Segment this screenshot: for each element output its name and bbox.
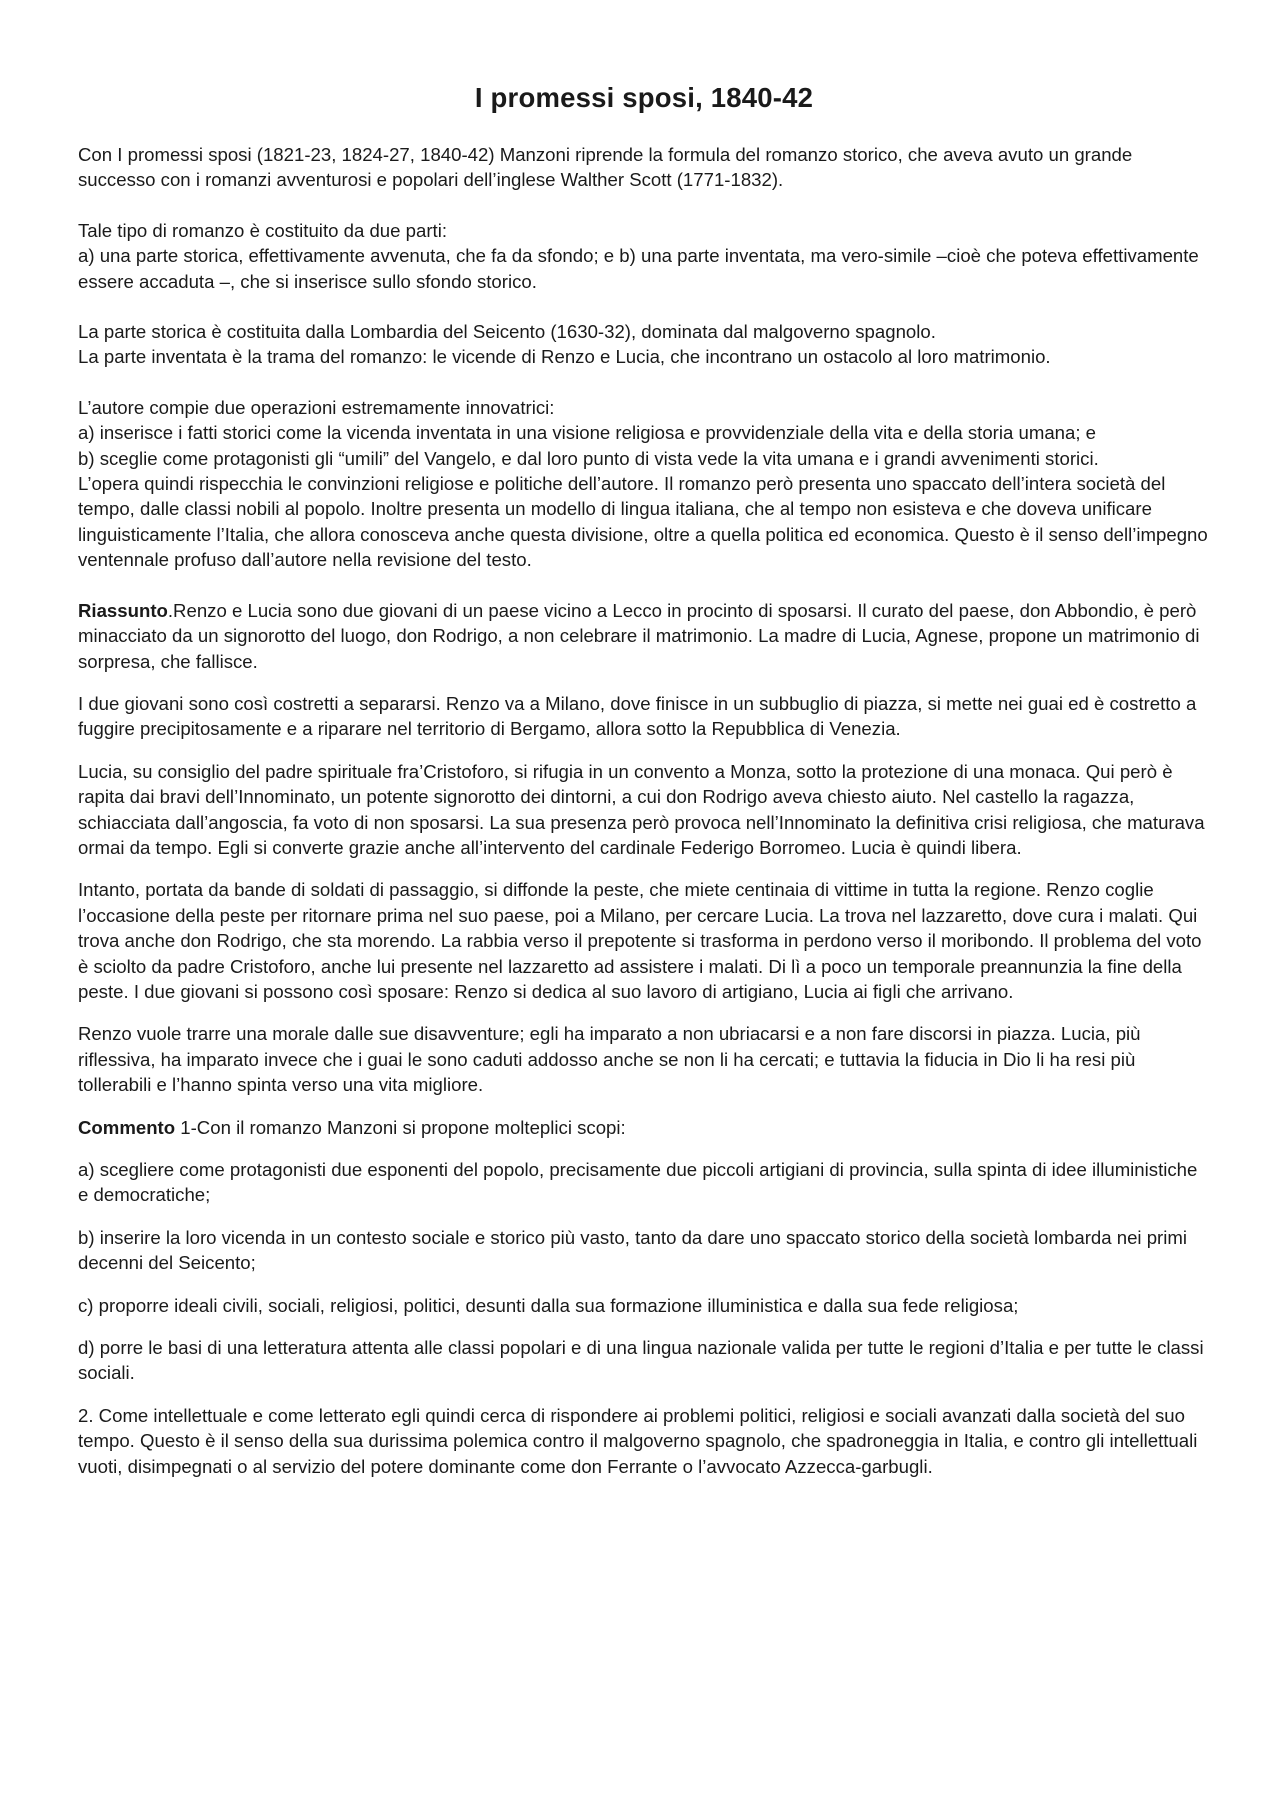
tipo-parts-paragraph: a) una parte storica, effettivamente avvenuta, che fa da sfondo; e b) una parte inventata, ma vero-simile –cioè che poteva effettivamente essere accaduta –, che si inserisce sullo sfondo storico. — [78, 245, 1199, 292]
riassunto-paragraph-5: Renzo vuole trarre una morale dalle sue disavventure; egli ha imparato a non ubriacarsi e a non fare discorsi in piazza. Lucia, più riflessiva, ha imparato invece che i guai le sono caduti addosso anche se non li ha cercati; e tuttavia la fiducia in Dio li ha resi più tollerabili e l’hanno spinta verso una vita migliore. — [78, 1023, 1141, 1096]
riassunto-paragraph-4: Intanto, portata da bande di soldati di passaggio, si diffonde la peste, che miete centinaia di vittime in tutta la regione. Renzo coglie l’occasione della peste per ritornare prima nel suo paese, poi a Milano, per cercare Lucia. La trova nel lazzaretto, dove cura i malati. Qui trova anche don Rodrigo, che sta morendo. La rabbia verso il prepotente si trasforma in perdono verso il moribondo. Il problema del voto è sciolto da padre Cristoforo, anche lui presente nel lazzaretto ad assistere i malati. Di lì a poco un temporale preannunzia la fine della peste. I due giovani si possono così sposare: Renzo si dedica al suo lavoro di artigiano, Lucia ai figli che arrivano. — [78, 879, 1202, 1002]
riassunto-label: Riassunto — [78, 599, 168, 621]
riassunto-paragraph-3: Lucia, su consiglio del padre spirituale fra’Cristoforo, si rifugia in un convento a Monza, sotto la protezione di una monaca. Qui però è rapita dai bravi dell’Innominato, un potente signorotto dei dintorni, a cui don Rodrigo aveva chiesto aiuto. Nel castello la ragazza, schiacciata dall’angoscia, fa voto di non sposarsi. La sua presenza però provoca nell’Innominato la definitiva crisi religiosa, che maturava ormai da tempo. Egli si converte grazie anche all’intervento del cardinale Federigo Borromeo. Lucia è quindi libera. — [78, 760, 1205, 858]
riassunto-paragraph-2: I due giovani sono così costretti a separarsi. Renzo va a Milano, dove finisce in un subbuglio di piazza, si mette nei guai ed è costretto a fuggire precipitosamente e a riparare nel territorio di Bergamo, allora sotto la Repubblica di Venezia. — [78, 692, 1197, 740]
commento-a-paragraph: a) scegliere come protagonisti due esponenti del popolo, precisamente due piccoli artigiani di provincia, sulla spinta di idee illuministiche e democratiche; — [78, 1159, 1198, 1206]
parte-storica-paragraph: La parte storica è costituita dalla Lombardia del Seicento (1630-32), dominata dal malgoverno spagnolo. — [78, 321, 936, 343]
riassunto-paragraph-1 — [78, 598, 1210, 674]
intro-paragraph: Con I promessi sposi (1821-23, 1824-27, 1840-42) Manzoni riprende la formula del romanzo storico, che aveva avuto un grande successo con i romanzi avventurosi e popolari dell’inglese Walther Scott (1771-1832). — [78, 144, 1133, 191]
commento-b-paragraph: b) inserire la loro vicenda in un contesto sociale e storico più vasto, tanto da dare uno spaccato storico della società lombarda nei primi decenni del Seicento; — [78, 1226, 1187, 1274]
commento-c-paragraph: c) proporre ideali civili, sociali, religiosi, politici, desunti dalla sua formazione illuministica e dalla sua fede religiosa; — [78, 1294, 1019, 1316]
commento-intro-text: 1-Con il romanzo Manzoni si propone molteplici scopi: — [175, 1116, 626, 1138]
commento-d-paragraph: d) porre le basi di una letteratura attenta alle classi popolari e di una lingua nazionale valida per tutte le regioni d’Italia e per tutte le classi sociali. — [78, 1337, 1204, 1384]
operazione-b-paragraph: b) sceglie come protagonisti gli “umili” del Vangelo, e dal loro punto di vista vede la vita umana e i grandi avvenimenti storici. — [78, 447, 1099, 469]
operazione-a-paragraph: a) inserisce i fatti storici come la vicenda inventata in una visione religiosa e provvidenziale della vita e della storia umana; e — [78, 422, 1097, 444]
parte-inventata-paragraph: La parte inventata è la trama del romanzo: le vicende di Renzo e Lucia, che incontrano un ostacolo al loro matrimonio. — [78, 346, 1051, 368]
riassunto-text-1: .Renzo e Lucia sono due giovani di un paese vicino a Lecco in procinto di sposarsi. Il curato del paese, don Abbondio, è però minacciato da un signorotto del luogo, don Rodrigo, a non celebrare il matrimonio. La madre di Lucia, Agnese, propone un matrimonio di sorpresa, che fallisce. — [78, 599, 1200, 672]
commento-label: Commento — [78, 1116, 176, 1138]
opera-paragraph: L’opera quindi rispecchia le convinzioni religiose e politiche dell’autore. Il romanzo però presenta uno spaccato dell’intera società del tempo, dalle classi nobili al popolo. Inoltre presenta un modello di lingua italiana, che al tempo non esisteva e che doveva unificare linguisticamente l’Italia, che allora conosceva anche questa divisione, oltre a quella politica ed economica. Questo è il senso dell’impegno ventennale profuso dall’autore nella revisione del testo. — [78, 473, 1208, 571]
commento-2-paragraph: 2. Come intellettuale e come letterato egli quindi cerca di rispondere ai problemi politici, religiosi e sociali avanzati dalla società del suo tempo. Questo è il senso della sua durissima polemica contro il malgoverno spagnolo, che spadroneggia in Italia, e contro gli intellettuali vuoti, disimpegnati o al servizio del potere dominante come don Ferrante o l’avvocato Azzecca-garbugli. — [78, 1404, 1198, 1477]
tipo-heading: Tale tipo di romanzo è costituito da due parti: — [78, 219, 447, 241]
operazioni-heading: L’autore compie due operazioni estremamente innovatrici: — [78, 396, 555, 418]
page-title: I promessi sposi, 1840-42 — [474, 82, 814, 113]
document-page — [78, 80, 1210, 1479]
commento-intro-paragraph — [78, 1115, 1210, 1140]
